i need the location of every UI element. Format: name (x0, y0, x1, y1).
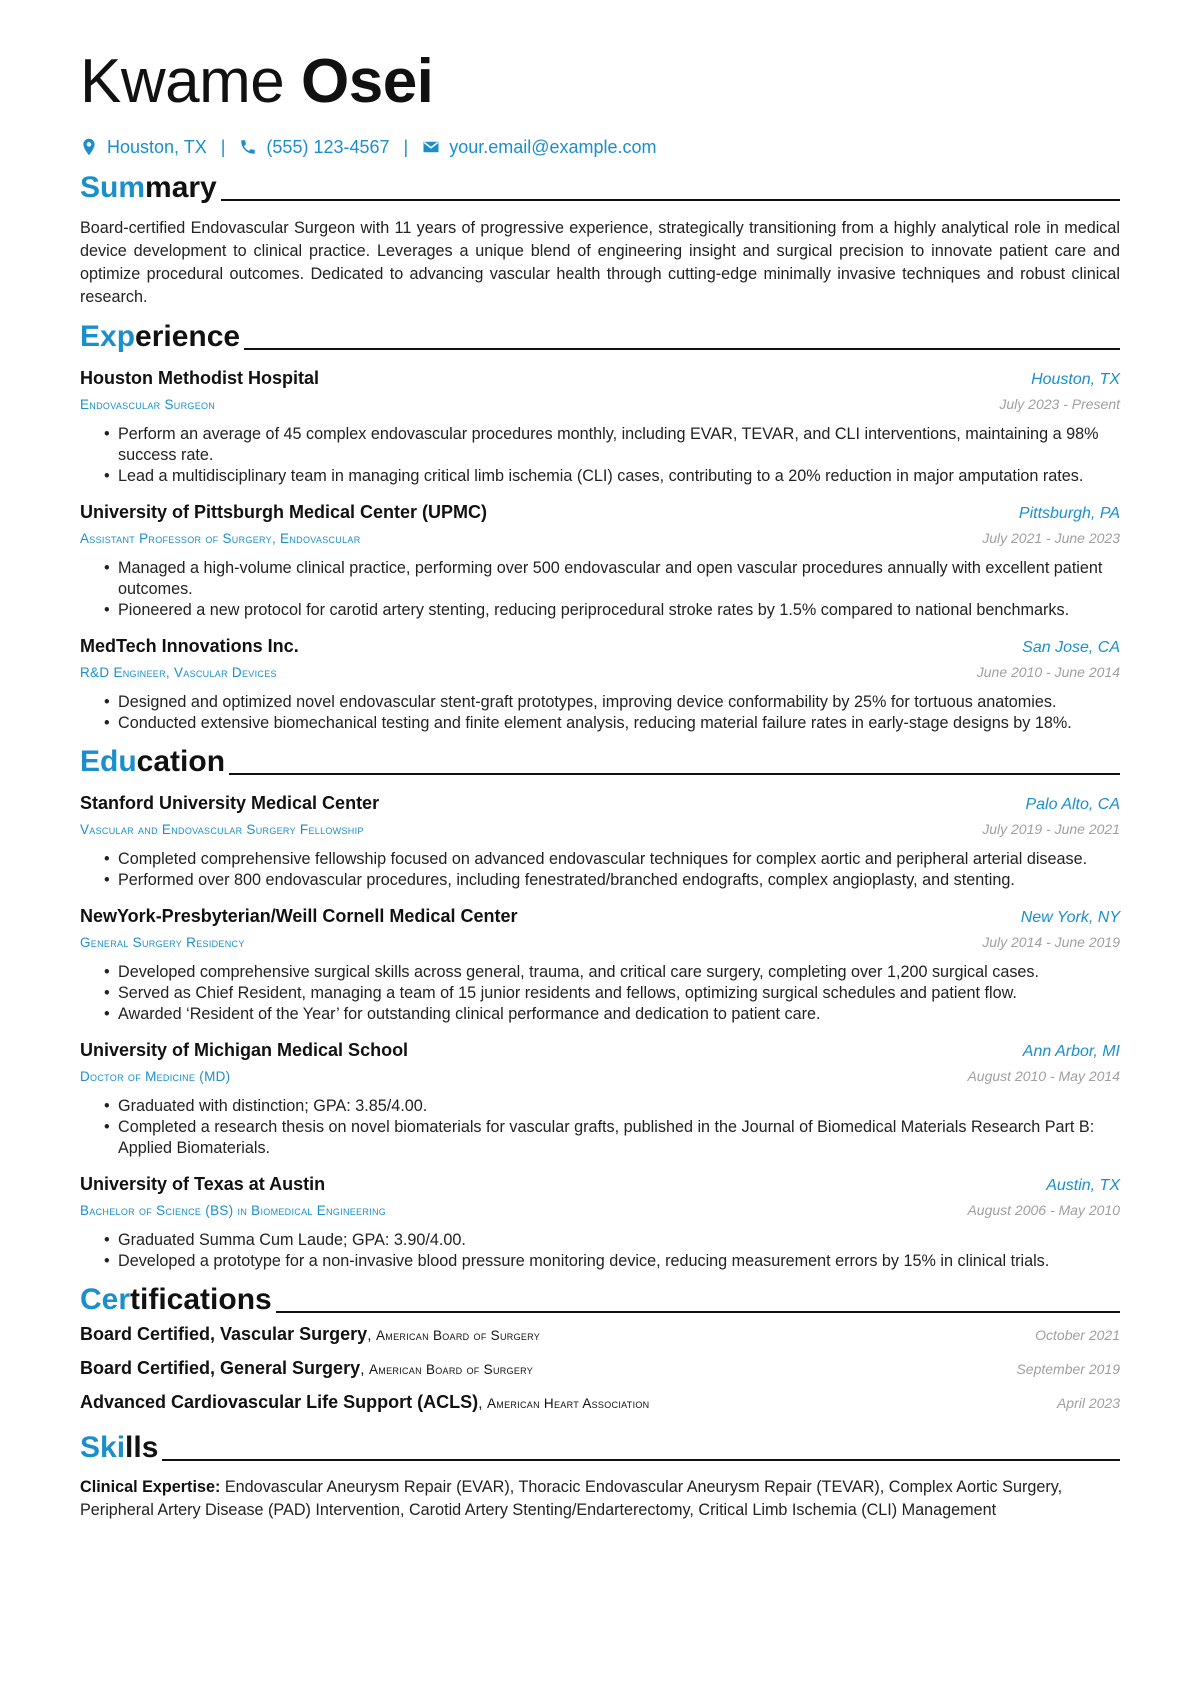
bullet-item: • Developed comprehensive surgical skills across general, trauma, and critical care surgery, completing over 1,200 surgical cases. (104, 962, 1120, 983)
contact-separator: | (403, 136, 409, 157)
entry-location: Palo Alto, CA (1025, 796, 1120, 813)
skills-heading: Skills (80, 1430, 1120, 1466)
bullet-list (80, 1230, 1120, 1272)
role-title: Endovascular Surgeon (80, 397, 216, 412)
bullet-item: • Conducted extensive biomechanical testing and finite element analysis, reducing material failure rates in early-stage designs by 18%. (104, 713, 1120, 734)
map-pin-icon (80, 138, 98, 156)
contact-email[interactable] (422, 137, 656, 158)
section-rule (221, 199, 1120, 201)
bullet-item: • Graduated with distinction; GPA: 3.85/4.00. (104, 1096, 1120, 1117)
entry-location: Ann Arbor, MI (1022, 1043, 1120, 1060)
section-rule (276, 1311, 1120, 1313)
section-rule (244, 348, 1120, 350)
certifications-heading: Certifications (80, 1282, 1120, 1318)
certification-date: October 2021 (1035, 1327, 1120, 1343)
last-name: Osei (300, 47, 434, 116)
section-rule (162, 1459, 1120, 1461)
entry-location: Austin, TX (1046, 1177, 1120, 1194)
education-entry (80, 903, 1120, 1025)
certification-item: Board Certified, General Surgery, American Board of Surgery September 2019 (80, 1358, 1120, 1378)
date-range: July 2019 - June 2021 (982, 821, 1120, 837)
experience-entry (80, 633, 1120, 734)
certification-issuer: American Heart Association (486, 1396, 650, 1411)
certification-name: Board Certified, General Surgery (80, 1358, 361, 1378)
program-title: General Surgery Residency (80, 935, 245, 950)
certification-issuer: American Board of Surgery (376, 1328, 541, 1343)
date-range: June 2010 - June 2014 (976, 664, 1120, 680)
skills-text (80, 1476, 1120, 1522)
bullet-item: • Managed a high-volume clinical practice, performing over 500 endovascular and open vascular procedures annually with excellent patient outcomes. (104, 558, 1120, 600)
contact-location (80, 137, 207, 158)
certification-date: September 2019 (1016, 1361, 1120, 1377)
candidate-name (80, 42, 1120, 122)
bullet-list (80, 962, 1120, 1025)
experience-entry (80, 499, 1120, 621)
certification-name: Advanced Cardiovascular Life Support (ACLS) (80, 1392, 479, 1412)
program-title: Doctor of Medicine (MD) (80, 1069, 231, 1084)
program-title: Bachelor of Science (BS) in Biomedical Engineering (80, 1203, 387, 1218)
skills-list: Endovascular Aneurysm Repair (EVAR), Thoracic Endovascular Aneurysm Repair (TEVAR), Complex Aortic Surgery, Peripheral Artery Disease (PAD) Intervention, Carotid Artery Stenting/Endarterectomy, Critical Limb Ischemia (CLI) Management (80, 1478, 1063, 1519)
resume-page (80, 42, 1120, 1522)
entry-location: San Jose, CA (1022, 639, 1120, 656)
skills-label: Clinical Expertise: (80, 1478, 221, 1496)
organization: MedTech Innovations Inc. (80, 636, 299, 656)
certification-issuer: American Board of Surgery (368, 1362, 534, 1377)
entry-location: Houston, TX (1031, 371, 1120, 388)
education-entry (80, 1171, 1120, 1272)
bullet-item: • Completed comprehensive fellowship focused on advanced endovascular techniques for complex aortic and peripheral arterial disease. (104, 849, 1120, 870)
program-title: Vascular and Endovascular Surgery Fellowship (80, 822, 364, 837)
bullet-item: • Awarded ‘Resident of the Year’ for outstanding clinical performance and dedication to patient care. (104, 1004, 1120, 1025)
experience-entry (80, 365, 1120, 487)
organization: University of Pittsburgh Medical Center (UPMC) (80, 502, 488, 522)
date-range: July 2023 - Present (999, 396, 1120, 412)
institution: NewYork-Presbyterian/Weill Cornell Medical Center (80, 906, 518, 926)
contact-separator: | (220, 136, 226, 157)
bullet-item: • Completed a research thesis on novel biomaterials for vascular grafts, published in the Journal of Biomedical Materials Research Part B: Applied Biomaterials. (104, 1117, 1120, 1159)
role-title: R&D Engineer, Vascular Devices (80, 665, 277, 680)
bullet-item: • Developed a prototype for a non-invasive blood pressure monitoring device, reducing measurement errors by 15% in clinical trials. (104, 1251, 1120, 1272)
certification-item: Board Certified, Vascular Surgery, American Board of Surgery October 2021 (80, 1324, 1120, 1344)
bullet-list (80, 558, 1120, 621)
education-entry (80, 1037, 1120, 1159)
institution: University of Texas at Austin (80, 1174, 326, 1194)
section-rule (229, 773, 1120, 775)
date-range: August 2006 - May 2010 (967, 1202, 1120, 1218)
institution: University of Michigan Medical School (80, 1040, 409, 1060)
certification-date: April 2023 (1056, 1395, 1120, 1411)
first-name: Kwame (80, 47, 285, 116)
bullet-item: • Served as Chief Resident, managing a team of 15 junior residents and fellows, optimizing surgical schedules and patient flow. (104, 983, 1120, 1004)
date-range: August 2010 - May 2014 (967, 1068, 1120, 1084)
certification-item: Advanced Cardiovascular Life Support (ACLS), American Heart Association April 2023 (80, 1392, 1120, 1412)
summary-heading: Summary (80, 170, 1120, 206)
summary-text: Board-certified Endovascular Surgeon with 11 years of progressive experience, strategically transitioning from a highly analytical role in medical device development to clinical practice. Leverages a unique blend of engineering insight and surgical precision to innovate patient care and optimize procedural outcomes. Dedicated to advancing vascular health through cutting-edge minimally invasive techniques and robust clinical research. (80, 219, 1120, 306)
date-range: July 2021 - June 2023 (982, 530, 1120, 546)
contact-line (80, 134, 1120, 160)
contact-phone[interactable] (239, 137, 389, 158)
date-range: July 2014 - June 2019 (982, 934, 1120, 950)
bullet-item: • Pioneered a new protocol for carotid artery stenting, reducing periprocedural stroke rates by 1.5% compared to national benchmarks. (104, 600, 1120, 621)
envelope-icon (422, 138, 440, 156)
bullet-list (80, 849, 1120, 891)
bullet-list (80, 692, 1120, 734)
experience-heading: Experience (80, 319, 1120, 355)
certification-list (80, 1324, 1120, 1426)
bullet-item: • Designed and optimized novel endovascular stent-graft prototypes, improving device conformability by 25% for tortuous anatomies. (104, 692, 1120, 713)
entry-location: Pittsburgh, PA (1018, 505, 1120, 522)
role-title: Assistant Professor of Surgery, Endovascular (80, 531, 361, 546)
bullet-item: • Performed over 800 endovascular procedures, including fenestrated/branched endografts, complex angioplasty, and stenting. (104, 870, 1120, 891)
phone-text: (555) 123-4567 (266, 136, 390, 157)
certification-name: Board Certified, Vascular Surgery (80, 1324, 368, 1344)
organization: Houston Methodist Hospital (80, 368, 319, 388)
bullet-list (80, 424, 1120, 487)
bullet-item: • Perform an average of 45 complex endovascular procedures monthly, including EVAR, TEVAR, and CLI interventions, maintaining a 98% success rate. (104, 424, 1120, 466)
email-text: your.email@example.com (449, 136, 657, 157)
phone-icon (239, 138, 257, 156)
entry-location: New York, NY (1020, 909, 1120, 926)
bullet-item: • Lead a multidisciplinary team in managing critical limb ischemia (CLI) cases, contributing to a 20% reduction in major amputation rates. (104, 466, 1120, 487)
bullet-list (80, 1096, 1120, 1159)
location-text: Houston, TX (107, 136, 207, 157)
bullet-item: • Graduated Summa Cum Laude; GPA: 3.90/4.00. (104, 1230, 1120, 1251)
education-entry (80, 790, 1120, 891)
education-heading: Education (80, 744, 1120, 780)
institution: Stanford University Medical Center (80, 793, 380, 813)
